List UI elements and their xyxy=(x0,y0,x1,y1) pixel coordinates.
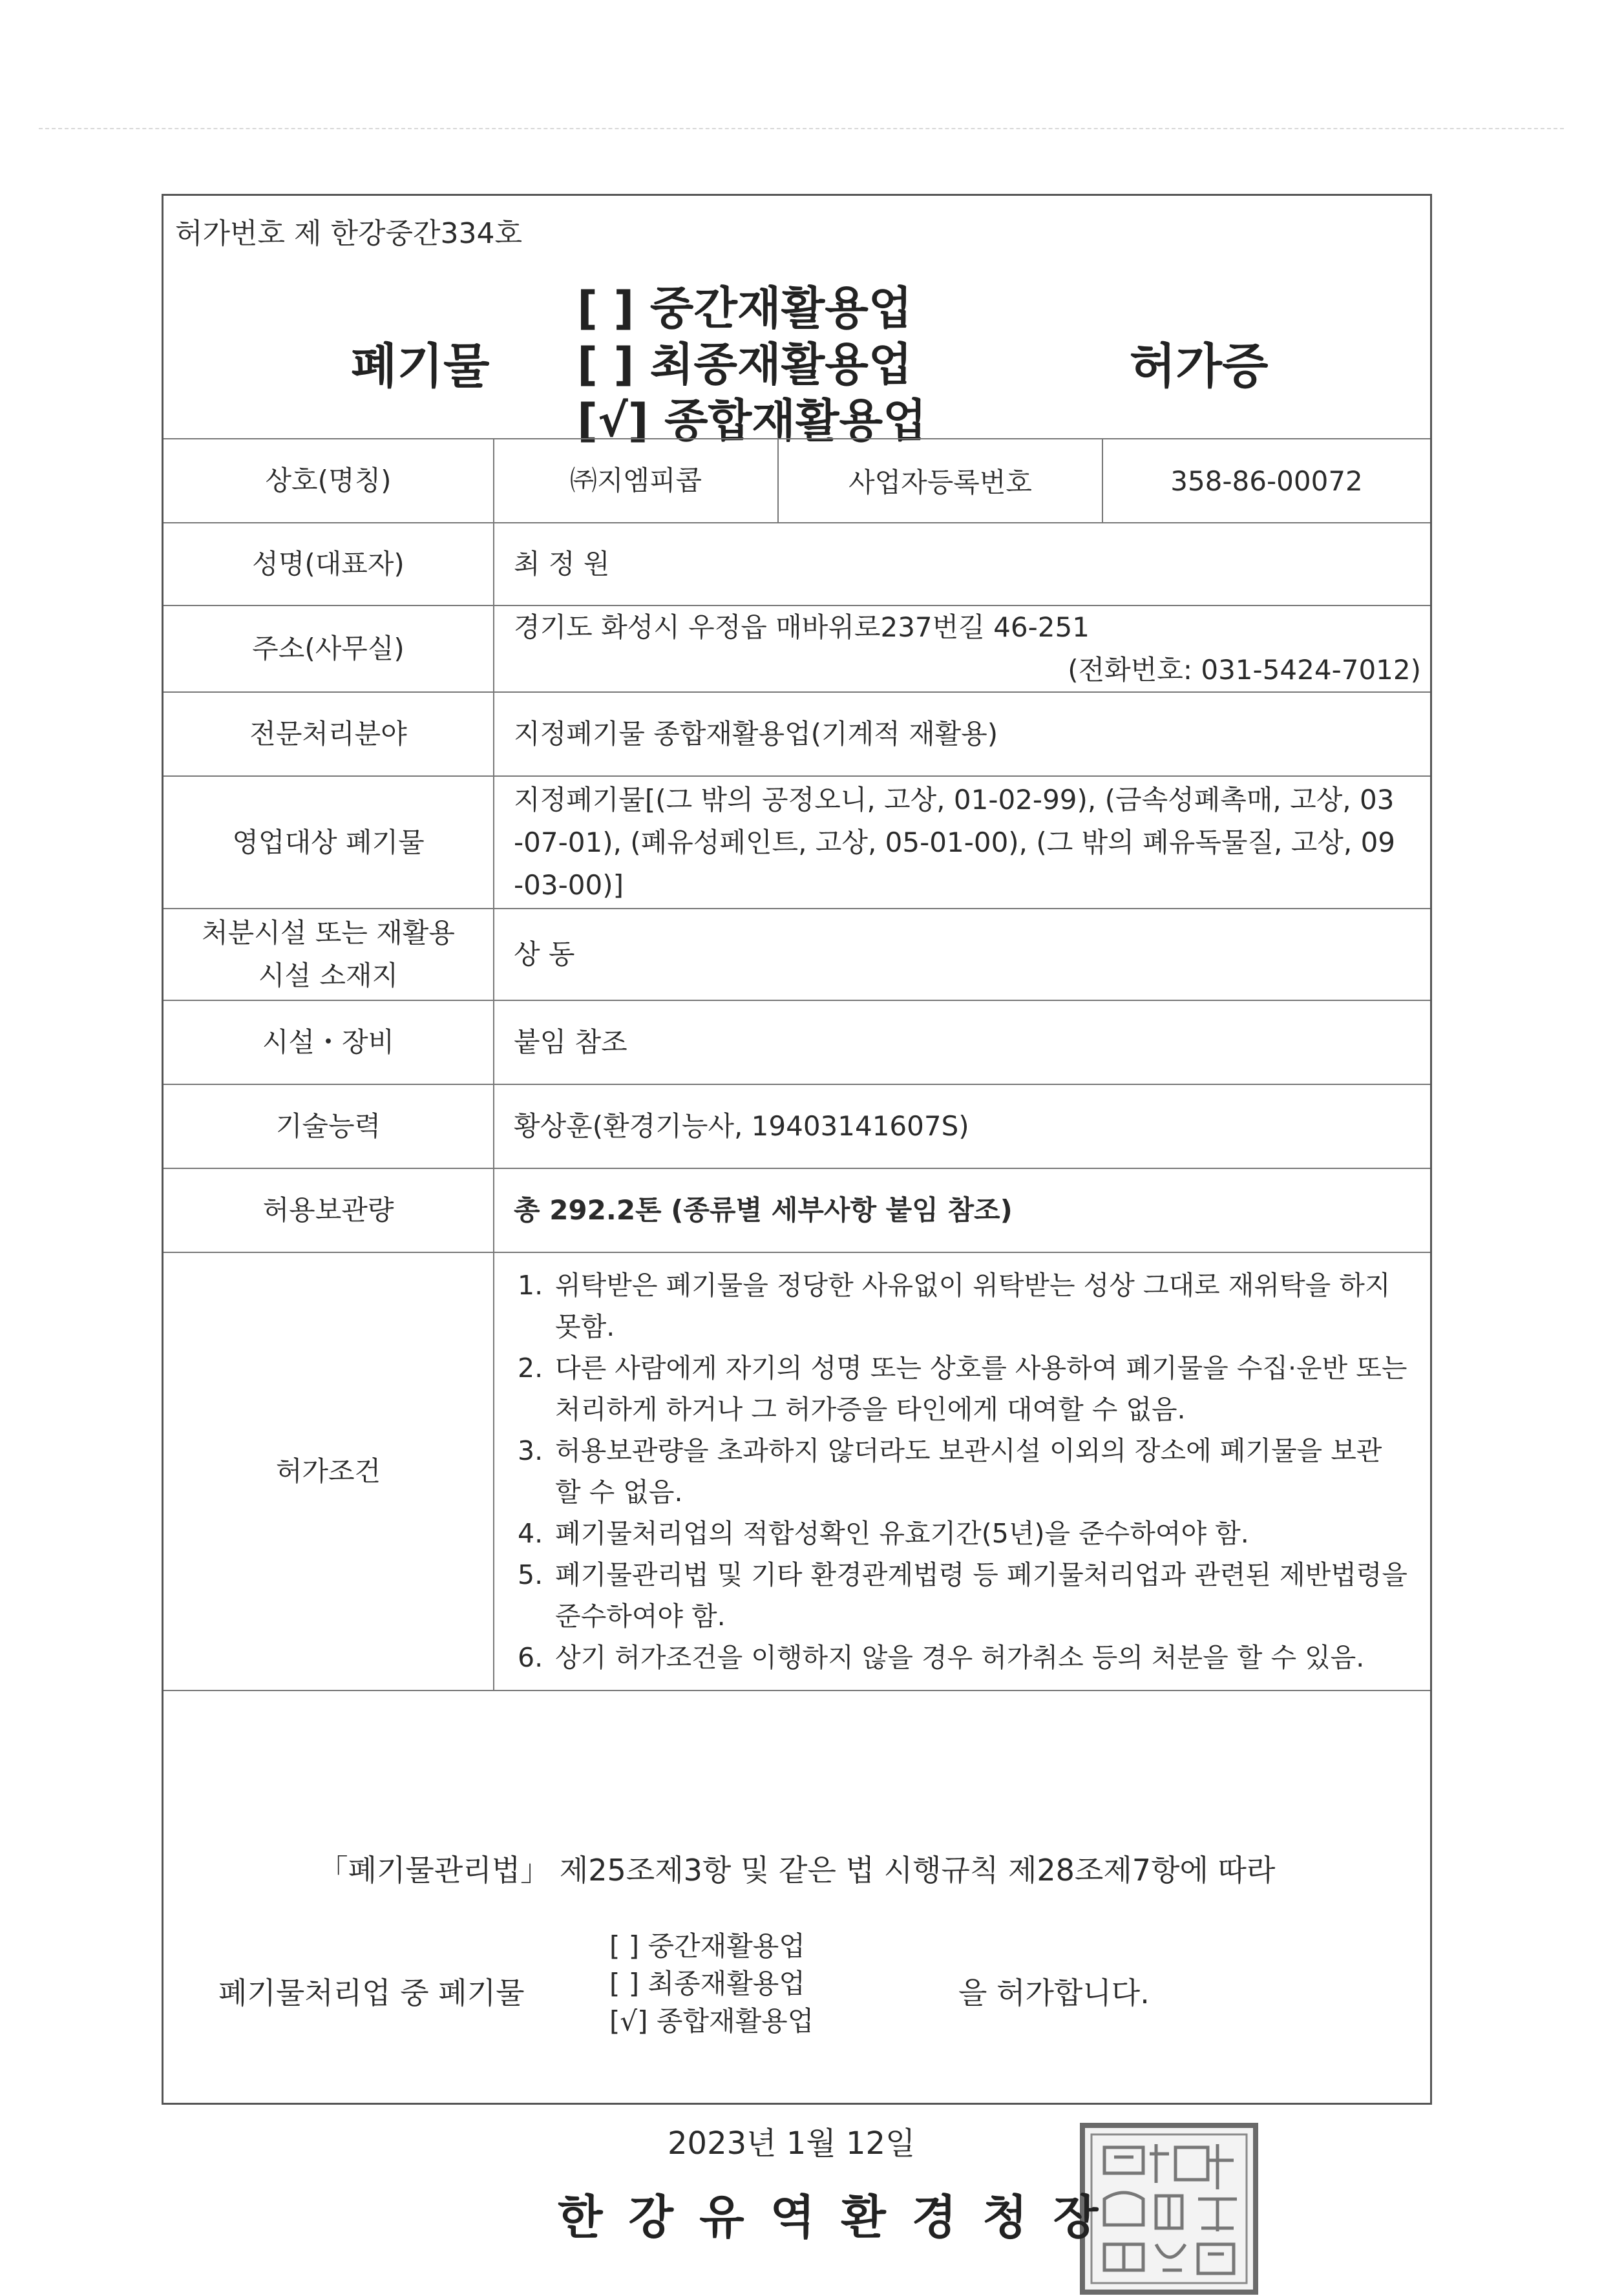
condition-item: 5. 폐기물관리법 및 기타 환경관계법령 등 폐기물처리업과 관련된 제반법령을 준수하여야 함. xyxy=(518,1559,1408,1632)
facility-loc-label xyxy=(163,909,494,1000)
condition-item: 1. 위탁받은 폐기물을 정당한 사유없이 위탁받는 성상 그대로 재위탁을 하지 못함. xyxy=(518,1270,1391,1342)
footer-options xyxy=(609,1928,814,2040)
row-equipment xyxy=(163,1000,1430,1084)
equipment-value: 붙임 참조 xyxy=(494,1000,1430,1084)
certificate-header xyxy=(163,196,1430,447)
storage-label: 허용보관량 xyxy=(163,1168,494,1252)
permit-number: 허가번호 제 한강중간334호 xyxy=(175,217,522,250)
row-representative xyxy=(163,523,1430,606)
condition-item: 2. 다른 사람에게 자기의 성명 또는 상호를 사용하여 폐기물을 수집·운반 또는 처리하게 하거나 그 허가증을 타인에게 대여할 수 없음. xyxy=(518,1353,1407,1425)
company-value: ㈜지엠피콥 xyxy=(494,439,778,523)
regno-value: 358-86-00072 xyxy=(1102,439,1430,523)
scan-edge-line xyxy=(39,128,1564,129)
waste-cell xyxy=(494,776,1430,909)
row-field xyxy=(163,692,1430,776)
regno-label: 사업자등록번호 xyxy=(778,439,1102,523)
facility-loc-label-line: 처분시설 또는 재활용 xyxy=(202,917,455,949)
row-waste xyxy=(163,776,1430,909)
footer-option: [√] 종합재활용업 xyxy=(609,2005,814,2037)
addr-label: 주소(사무실) xyxy=(163,606,494,692)
conditions-label: 허가조건 xyxy=(163,1252,494,1690)
tech-label: 기술능력 xyxy=(163,1084,494,1168)
header-title-left: 폐기물 xyxy=(351,339,490,394)
facility-loc-label-line: 시설 소재지 xyxy=(258,960,399,991)
conditions-list xyxy=(494,1253,1430,1690)
footer-prefix: 폐기물처리업 중 폐기물 xyxy=(218,1975,525,2010)
legal-basis: 「폐기물관리법」 제25조제3항 및 같은 법 시행규칙 제28조제7항에 따라 xyxy=(318,1853,1276,1888)
row-facility-location xyxy=(163,909,1430,1000)
condition-item: 6. 상기 허가조건을 이행하지 않을 경우 허가취소 등의 처분을 할 수 있음. xyxy=(518,1642,1365,1673)
company-label: 상호(명칭) xyxy=(163,439,494,523)
tech-value: 황상훈(환경기능사, 19403141607S) xyxy=(494,1084,1430,1168)
row-storage xyxy=(163,1168,1430,1252)
header-option-intermediate: [ ] 중간재활용업 xyxy=(577,282,912,335)
issuing-authority: 한강유역환경청장 xyxy=(558,2190,1124,2244)
addr-cell xyxy=(494,606,1430,692)
field-label: 전문처리분야 xyxy=(163,692,494,776)
permit-details-table xyxy=(163,438,1430,1691)
addr-value: 경기도 화성시 우정읍 매바위로237번길 46-251 xyxy=(514,611,1090,643)
field-value: 지정폐기물 종합재활용업(기계적 재활용) xyxy=(494,692,1430,776)
header-option-final: [ ] 최종재활용업 xyxy=(577,338,912,391)
waste-line: 지정폐기물[(그 밖의 공정오니, 고상, 01-02-99), (금속성폐촉매, 고상, 03 xyxy=(514,783,1395,816)
row-address xyxy=(163,606,1430,692)
row-conditions xyxy=(163,1252,1430,1690)
row-company xyxy=(163,439,1430,523)
footer-suffix: 을 허가합니다. xyxy=(958,1975,1150,2010)
waste-line: -03-00)] xyxy=(514,869,624,901)
equipment-label: 시설・장비 xyxy=(163,1000,494,1084)
footer-option: [ ] 최종재활용업 xyxy=(609,1968,805,1999)
condition-item: 4. 폐기물처리업의 적합성확인 유효기간(5년)을 준수하여야 함. xyxy=(518,1518,1249,1549)
facility-loc-value: 상 동 xyxy=(494,909,1430,1000)
condition-item: 3. 허용보관량을 초과하지 않더라도 보관시설 이외의 장소에 폐기물을 보관 할 수 없음. xyxy=(518,1435,1382,1508)
footer-option: [ ] 중간재활용업 xyxy=(609,1930,805,1962)
header-title-right: 허가증 xyxy=(1130,339,1269,394)
header-option-comprehensive: [√] 종합재활용업 xyxy=(577,394,927,447)
storage-value: 총 292.2톤 (종류별 세부사항 붙임 참조) xyxy=(494,1168,1430,1252)
conditions-cell xyxy=(494,1252,1430,1690)
waste-line: -07-01), (폐유성페인트, 고상, 05-01-00), (그 밖의 폐유독물질, 고상, 09 xyxy=(514,826,1396,858)
waste-label: 영업대상 폐기물 xyxy=(163,776,494,909)
rep-value: 최 정 원 xyxy=(494,523,1430,606)
rep-label: 성명(대표자) xyxy=(163,523,494,606)
permit-certificate xyxy=(162,194,1432,2244)
phone-value: (전화번호: 031-5424-7012) xyxy=(1068,654,1421,686)
row-technical xyxy=(163,1084,1430,1168)
issue-date: 2023년 1월 12일 xyxy=(668,2125,916,2162)
